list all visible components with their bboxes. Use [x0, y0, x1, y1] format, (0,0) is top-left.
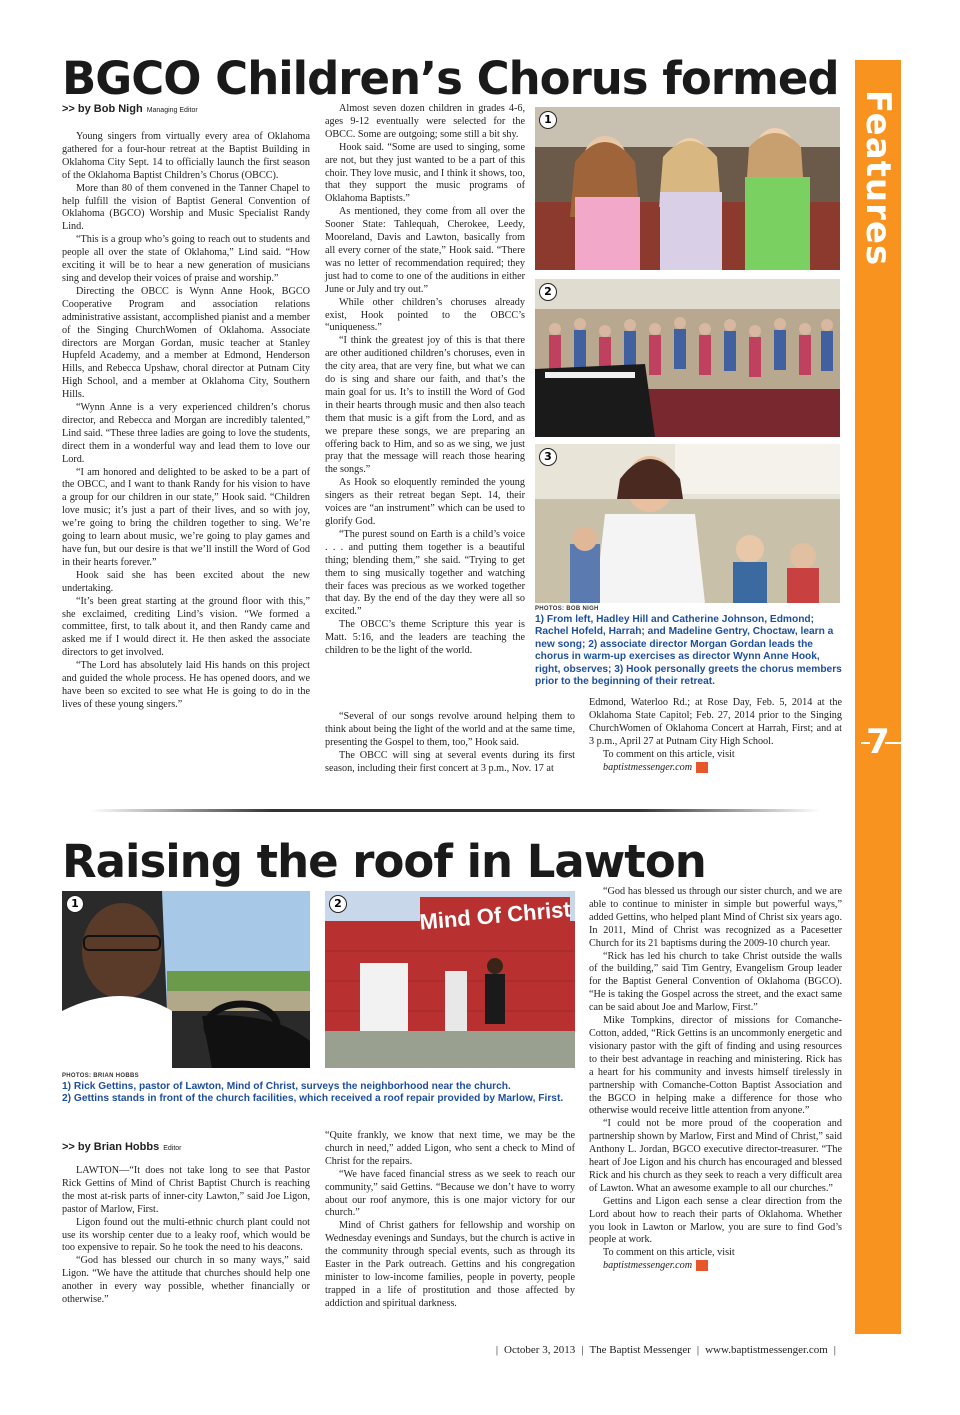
article1-byline: >> by Bob Nigh Managing Editor: [62, 103, 198, 115]
paragraph: “The purest sound on Earth is a child’s voice . . . and putting them together is a beautiful thing; blending them,” she said. “Trying to get them to sing musically together and watching their faces was precious as we worked together that day. By the end of the day they were all so excited.”: [325, 528, 525, 618]
paragraph: Hook said. “Some are used to singing, some are not, but they just wanted to be a part of this choir. They love music, and I think it shows, too, that they support the music programs of Oklahoma Baptists.”: [325, 141, 525, 205]
paragraph: “Several of our songs revolve around helping them to think about being the light of the world and at the same time, presenting the Gospel to them, too,” Hook said.: [325, 711, 575, 748]
article1-comment-text: To comment on this article, visit: [603, 748, 735, 760]
paragraph: LAWTON—“It does not take long to see that Pastor Rick Gettins of Mind of Christ Baptist Church is reaching the most at-risk parts of inner-city Lawton,” said Joe Ligon, pastor of Marlow, First.: [62, 1165, 310, 1215]
article2-photo-2: [325, 891, 575, 1068]
paragraph: “I think the greatest joy of this is that there are other auditioned children’s choruses, even in the city area, that are very fine, but what we can do is sing and share our faith, and that’s the main goal for us. It’s to instill the Word of God in their hearts through music and then also teach them that music is a gift from the Lord, and as we prepare these songs, we are preparing an offering back to Him, and so as we sing, we just pray that the message will reach those hearing the songs.”: [325, 335, 525, 476]
article2-comment-link[interactable]: baptistmessenger.com: [603, 1260, 693, 1272]
page-footer: | October 3, 2013 | The Baptist Messenger | www.baptistmessenger.com |: [495, 1344, 836, 1356]
paragraph: “Wynn Anne is a very experienced children’s chorus director, and Rebecca and Morgan are incredibly talented,” Lind said. “These three ladies are going to love the students, direct them in a wonderful way and lead them to love our Lord.: [62, 402, 310, 465]
article2-comment-text: To comment on this article, visit: [603, 1247, 735, 1259]
paragraph: “Quite frankly, we know that next time, we may be the church in need,” added Ligon, who sent a check to Mind of Christ for the repairs.: [325, 1130, 575, 1167]
photo-number-badge: 1: [539, 111, 557, 129]
article1-photo-caption: 1) From left, Hadley Hill and Catherine Johnson, Edmond; Rachel Hofeld, Harrah; and Madeline Gentry, Choctaw, learn a new song; 2) associate director Morgan Gordan leads the chorus in warm-up exercises as director Wynn Anne Hook, right, observes; 3) Hook personally greets the chorus members prior to the beginning of their retreat.: [535, 614, 842, 688]
paragraph: Gettins and Ligon each sense a clear direction from the Lord about how to reach their parts of Oklahoma. Whether you look in Lawton or Marlow, you are sure to find God’s people at work.: [589, 1195, 842, 1246]
article1-photo-1: [535, 107, 840, 270]
article1-photo-2: [535, 279, 840, 437]
footer-publication: The Baptist Messenger: [589, 1344, 691, 1356]
paragraph: “God has blessed us through our sister church, and we are able to continue to minister in simple but powerful ways,” added Gettins, who helped plant Mind of Christ six years ago. In 2011, Mind of Christ was recognized as a Pacesetter Church for its 21 baptisms during the 2009-10 church year.: [589, 886, 842, 949]
article1-headline: BGCO Children’s Chorus formed: [62, 52, 839, 105]
paragraph: The OBCC will sing at several events during its first season, including their first concert at 3 p.m., Nov. 17 at: [325, 749, 575, 774]
article1-column-3: [589, 697, 842, 774]
article2-column-3: [589, 886, 842, 1273]
article1-col3-paragraph: Edmond, Waterloo Rd.; at Rose Day, Feb. 5, 2014 at the Oklahoma State Capitol; Feb. 27, 2014 prior to the Singing ChurchWomen of Oklahoma Concert at Harrah, First; and at 3 p.m., April 27 at Putnam City High School.: [589, 697, 842, 747]
paragraph: More than 80 of them convened in the Tanner Chapel to help fulfill the vision of Baptist General Convention of Oklahoma (BGCO) Worship and Music Specialist Randy Lind.: [62, 182, 310, 233]
paragraph: Hook said she has been excited about the new undertaking.: [62, 569, 310, 594]
article2-caption-line: 2) Gettins stands in front of the church facilities, which received a roof repair provided by Marlow, First.: [62, 1093, 564, 1105]
section-label: Features: [858, 89, 898, 267]
paragraph: “This is a group who’s going to reach out to students and people all over the state of Oklahoma,” Lind said. “How exciting it will be to hear a new generation of musicians sing and develop their voices of praise and worship.”: [62, 234, 310, 284]
article1-column-2-wide: [325, 711, 575, 776]
messenger-logo-icon: m: [696, 762, 708, 773]
footer-date: October 3, 2013: [504, 1344, 576, 1356]
article-divider: [90, 809, 820, 812]
paragraph: Directing the OBCC is Wynn Anne Hook, BGCO Cooperative Program and association relations administrative assistant, accomplished pianist and a member of the Singing ChurchWomen of Oklahoma. Associate directors are Morgan Gordan, music teacher at Stanley Hupfeld Academy, and a member at Edmond, Henderson Hills, and Rebecca Upshaw, choral director at Putnam City High School, and a member at Oklahoma City, Southern Hills.: [62, 285, 310, 401]
paragraph: “The Lord has absolutely laid His hands on this project and guided the whole process. He has opened doors, and we have been so excited to see what He is going to do in the lives of these young singers.”: [62, 660, 310, 710]
article2-photo-caption: [62, 1081, 582, 1106]
paragraph: “We have faced financial stress as we seek to reach our community,” said Gettins. “Because we don’t have to worry about our roof anymore, this is one major victory for our church.”: [325, 1168, 575, 1219]
paragraph: While other children’s choruses already exist, Hook pointed to the OBCC’s “uniqueness.”: [325, 296, 525, 334]
paragraph: Almost seven dozen children in grades 4-6, ages 9-12 eventually were selected for the OBCC. Some are outgoing; some still a bit shy.: [325, 103, 525, 140]
photo-number-badge: 1: [66, 895, 84, 913]
paragraph: “God has blessed our church in so many ways,” said Ligon. “We have the attitude that churches should help one another in every way possible, whether financially or otherwise.”: [62, 1255, 310, 1306]
photo-number-badge: 3: [539, 448, 557, 466]
article1-comment-link[interactable]: baptistmessenger.com: [603, 761, 693, 773]
photo-number-badge: 2: [539, 283, 557, 301]
article2-photo-1: [62, 891, 310, 1068]
article1-photo-credit: PHOTOS: BOB NIGH: [535, 606, 599, 612]
article2-column-1: [62, 1165, 310, 1307]
photo-number-badge: 2: [329, 895, 347, 913]
article2-column-2: [325, 1130, 575, 1311]
article1-photo-3: [535, 444, 840, 603]
page-number: 7: [866, 722, 890, 762]
footer-website[interactable]: www.baptistmessenger.com: [705, 1344, 828, 1356]
paragraph: “I could not be more proud of the cooperation and partnership shown by Marlow, First and Mind of Christ,” said Anthony L. Jordan, BGCO executive director-treasurer. “The heart of Joe Ligon and his church has encouraged and blessed Rick and his church as they seek to reach a very difficult area of Lawton. What an awesome example to all our churches.”: [589, 1118, 842, 1194]
paragraph: Mind of Christ gathers for fellowship and worship on Wednesday evenings and Sundays, but the church is active in the community through special events, such as through its Easter in the Park outreach. Gettins and his congregation minister to low-income families, people in poverty, people trapped in a life of prostitution and those affected by addiction and spiritual darkness.: [325, 1220, 575, 1309]
article1-column-1: [62, 131, 310, 712]
paragraph: “It’s been great starting at the ground floor with this,” she exclaimed, crediting Lind’s vision. “We formed a committee, first, to talk about it, and then Randy came and asked me if I would direct it. He then asked the associate directors to get involved.: [62, 595, 310, 659]
paragraph: “Rick has led his church to take Christ outside the walls of the building,” said Tim Gentry, Evangelism Group leader for the Baptist General Convention of Oklahoma (BGCO). “He is taking the Gospel across the street, and the exact same can be said about Joe and Marlow, First.”: [589, 950, 842, 1014]
paragraph: Ligon found out the multi-ethnic church plant could not use its worship center due to a leaky roof, which would be too expensive to repair. So he took the need to his deacons.: [62, 1216, 310, 1254]
paragraph: “I am honored and delighted to be asked to be a part of the OBCC, and I want to thank Randy for his vision to have a group for our children in our state,” Hook said. “Children love music; it’s just a part of their lives, and so with joy, we’re going to bring the children together to sing. We’re going to learn about music, we’re going to play games and have fun, but our desire is that we’ll instill the Word of God in their hearts forever.”: [62, 466, 310, 568]
messenger-logo-icon: m: [696, 1260, 708, 1271]
paragraph: As mentioned, they come from all over the Sooner State: Tahlequah, Cherokee, Leedy, Mooreland, Davis and Lawton, basically from all every corner of the state,” Hook said. “There was no letter of recommendation required; they just had to come to one of the auditions in either June or July and try out.”: [325, 206, 525, 295]
article2-caption-line: 1) Rick Gettins, pastor of Lawton, Mind of Christ, surveys the neighborhood near the church.: [62, 1081, 511, 1092]
church-sign-text: Mind Of Christ: [418, 896, 572, 935]
paragraph: As Hook so eloquently reminded the young singers as their retreat began Sept. 14, their voices are “an instrument” which can be used to glorify God.: [325, 477, 525, 527]
paragraph: The OBCC’s theme Scripture this year is Matt. 5:16, and the leaders are teaching the children to be the light of the world.: [325, 619, 525, 657]
article2-byline: >> by Brian Hobbs Editor: [62, 1141, 182, 1153]
paragraph: Mike Tompkins, director of missions for Comanche-Cotton, added, “Rick Gettins is an uncommonly energetic and visionary pastor with the gift of finding and using resources to their best advantage in reaching and ministering. Rick has a heart for his community and invests himself tirelessly in partnership with Comanche-Cotton Baptist Association and the BGCO in helping make a difference for those who otherwise would receive little attention from anyone.”: [589, 1015, 842, 1117]
paragraph: Young singers from virtually every area of Oklahoma gathered for a four-hour retreat at the Baptist Building in Oklahoma City Sept. 14 to officially launch the first season of the Oklahoma Baptist Children’s Chorus (OBCC).: [62, 131, 310, 181]
article2-headline: Raising the roof in Lawton: [62, 835, 706, 888]
article2-photo-credit: PHOTOS: BRIAN HOBBS: [62, 1073, 139, 1079]
article1-column-2: [325, 103, 525, 658]
